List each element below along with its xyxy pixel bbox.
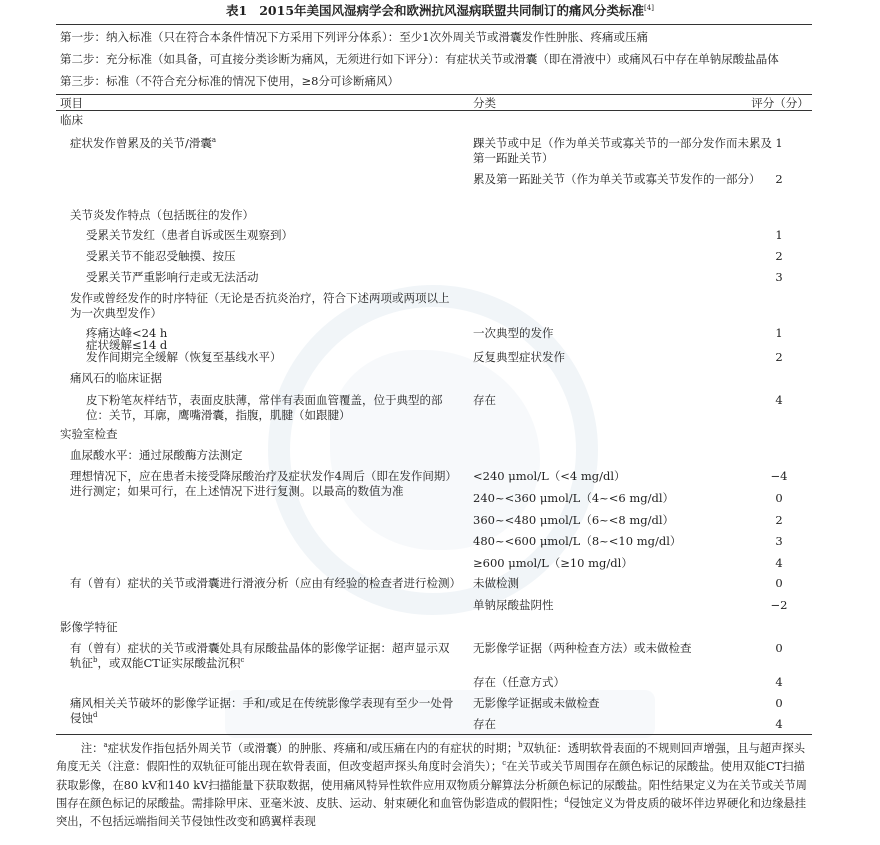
row-score: 2 bbox=[775, 513, 783, 527]
row-item bbox=[70, 641, 460, 670]
note-prefix: 注： bbox=[80, 742, 104, 755]
row-category: 未做检测 bbox=[473, 576, 519, 590]
row-category: 360~<480 μmol/L（6~<8 mg/dl） bbox=[473, 513, 675, 527]
row-item bbox=[70, 291, 460, 320]
note-b: 双轨征：透明软骨表面的不规则回声增强，且与超声探头角度无关（注意：假阳性的双轨征可能出现在软骨表面，但改变超声探头角度时会消失）； bbox=[56, 742, 806, 774]
table-label: 表1 bbox=[226, 3, 248, 18]
note-mark-d: d bbox=[564, 796, 569, 805]
row-category: ≥600 μmol/L（≥10 mg/dl） bbox=[473, 556, 633, 570]
row-item-text: 症状发作曾累及的关节/滑囊 bbox=[70, 136, 212, 150]
row-item-text: 有（曾有）症状的关节或滑囊处具有尿酸盐晶体的影像学证据：超声显示双轨征 bbox=[70, 641, 450, 670]
row-score: 1 bbox=[775, 228, 783, 242]
row-item-text: 理想情况下，应在患者未接受降尿酸治疗及症状发作4周后（即在发作间期）进行测定；如果可行，在上述情况下进行复测。以最高的数值为准 bbox=[70, 469, 457, 498]
row-score: 4 bbox=[775, 393, 783, 407]
row-category: 存在（任意方式） bbox=[473, 675, 565, 689]
row-category: 480~<600 μmol/L（8~<10 mg/dl） bbox=[473, 534, 682, 548]
row-item bbox=[70, 208, 460, 223]
row-category: 单钠尿酸盐阴性 bbox=[473, 598, 554, 612]
row-category: <240 μmol/L（<4 mg/dl） bbox=[473, 469, 626, 483]
row-score: 3 bbox=[775, 270, 783, 284]
row-item bbox=[70, 696, 460, 725]
row-item bbox=[70, 371, 460, 386]
row-item-footnote-mark: c bbox=[240, 655, 245, 664]
row-category: 存在 bbox=[473, 717, 496, 731]
row-score: 2 bbox=[775, 350, 783, 364]
row-item-text: 痛风石的临床证据 bbox=[70, 371, 162, 385]
note-mark-c: c bbox=[502, 759, 507, 768]
note-mark-b: b bbox=[518, 741, 523, 750]
row-item-text: 受累关节严重影响行走或无法活动 bbox=[86, 270, 259, 284]
row-item-text: 症状缓解≤14 d bbox=[86, 338, 168, 352]
row-category: 无影像学证据或未做检查 bbox=[473, 696, 600, 710]
row-item-text: 受累关节不能忍受触摸、按压 bbox=[86, 249, 236, 263]
step-two: 第二步：充分标准（如具备，可直接分类诊断为痛风，无须进行如下评分）：有症状关节或滑囊（即在滑液中）或痛风石中存在单钠尿酸盐晶体 bbox=[60, 52, 779, 66]
row-item-text: 疼痛达峰<24 h bbox=[86, 326, 168, 340]
row-item bbox=[60, 620, 460, 635]
row-score: −4 bbox=[770, 469, 788, 483]
note-c: 在关节或关节周围存在颜色标记的尿酸盐。使用双能CT扫描获取影像，在80 kV和140 kV扫描能量下获取数据，使用痛风特异性软件应用双物质分解算法分析颜色标记的尿酸盐。阳性结果定义为在关节或关节周围存在颜色标记的尿酸盐。需排除甲床、亚毫米波、皮肤、运动、射束硬化和血管伪影造成的假阳性； bbox=[56, 760, 807, 810]
row-item-text: 血尿酸水平：通过尿酸酶方法测定 bbox=[70, 448, 243, 462]
row-item-footnote-mark: b bbox=[93, 655, 98, 664]
row-item-footnote-mark: a bbox=[211, 136, 217, 145]
row-item bbox=[60, 113, 460, 128]
step-three: 第三步：标准（不符合充分标准的情况下使用，≥8分可诊断痛风） bbox=[60, 74, 399, 88]
row-item bbox=[86, 270, 462, 285]
row-item-text: 关节炎发作特点（包括既往的发作） bbox=[70, 208, 254, 222]
row-score: 4 bbox=[775, 556, 783, 570]
row-score: 1 bbox=[775, 326, 783, 340]
row-item-text: 发作或曾经发作的时序特征（无论是否抗炎治疗，符合下述两项或两项以上为一次典型发作） bbox=[70, 291, 450, 320]
row-item bbox=[86, 393, 462, 422]
row-item-footnote-mark: d bbox=[93, 710, 98, 719]
row-item-text: 有（曾有）症状的关节或滑囊进行滑液分析（应由有经验的检查者进行检测） bbox=[70, 576, 461, 590]
row-score: 3 bbox=[775, 534, 783, 548]
header-bottom-rule bbox=[56, 110, 812, 111]
row-score: 4 bbox=[775, 675, 783, 689]
row-item-text: 发作间期完全缓解（恢复至基线水平） bbox=[86, 350, 282, 364]
row-item bbox=[70, 469, 460, 498]
row-item bbox=[86, 350, 462, 365]
row-category: 存在 bbox=[473, 393, 496, 407]
note-mark-a: a bbox=[103, 741, 108, 750]
row-score: 2 bbox=[775, 249, 783, 263]
row-item-text: 临床 bbox=[60, 113, 83, 127]
column-header-score: 评分（分） bbox=[751, 96, 809, 110]
row-item bbox=[60, 427, 460, 442]
table-title-text: 2015年美国风湿病学会和欧洲抗风湿病联盟共同制订的痛风分类标准 bbox=[259, 3, 645, 18]
row-category: 反复典型症状发作 bbox=[473, 350, 565, 364]
column-header-item: 项目 bbox=[60, 96, 83, 110]
row-category: 踝关节或中足（作为单关节或寡关节的一部分发作而未累及第一跖趾关节） bbox=[473, 136, 772, 165]
row-item-text: 受累关节发红（患者自诉或医生观察到） bbox=[86, 228, 293, 242]
row-category: 一次典型的发作 bbox=[473, 326, 554, 340]
note-a: 症状发作指包括外周关节（或滑囊）的肿胀、疼痛和/或压痛在内的有症状的时期； bbox=[107, 742, 519, 755]
row-score: 0 bbox=[775, 641, 783, 655]
row-item-text: 实验室检查 bbox=[60, 427, 118, 441]
row-category: 无影像学证据（两种检查方法）或未做检查 bbox=[473, 641, 692, 655]
row-item bbox=[70, 136, 460, 151]
row-score: 0 bbox=[775, 491, 783, 505]
row-category: 累及第一跖趾关节（作为单关节或寡关节发作的一部分） bbox=[473, 172, 761, 186]
note-d: 侵蚀定义为骨皮质的破坏伴边界硬化和边缘悬挂突出，不包括远端指间关节侵蚀性改变和鸥翼样表现 bbox=[56, 796, 807, 829]
column-header-category: 分类 bbox=[473, 96, 496, 110]
row-item-text: 皮下粉笔灰样结节，表面皮肤薄，常伴有表面血管覆盖，位于典型的部位：关节，耳廓，鹰嘴滑囊，指腹，肌腱（如跟腱） bbox=[86, 393, 443, 422]
row-item-text-cont: ，或双能CT证实尿酸盐沉积 bbox=[97, 655, 241, 670]
bottom-rule bbox=[56, 734, 812, 735]
row-item bbox=[86, 249, 462, 264]
table-footnote bbox=[56, 740, 812, 831]
table-title bbox=[0, 3, 880, 19]
table-title-ref: [4] bbox=[644, 3, 654, 12]
row-score: 0 bbox=[775, 696, 783, 710]
row-score: −2 bbox=[770, 598, 788, 612]
row-item-text: 痛风相关关节破坏的影像学证据：手和/或足在传统影像学表现有至少一处骨侵蚀 bbox=[70, 696, 454, 725]
row-score: 4 bbox=[775, 717, 783, 731]
row-item bbox=[70, 448, 460, 463]
row-item bbox=[86, 228, 462, 243]
row-category: 240~<360 μmol/L（4~<6 mg/dl） bbox=[473, 491, 675, 505]
row-item bbox=[70, 576, 460, 591]
row-score: 1 bbox=[775, 136, 783, 150]
row-item-text: 影像学特征 bbox=[60, 620, 118, 634]
row-score: 0 bbox=[775, 576, 783, 590]
header-top-rule bbox=[56, 94, 812, 95]
top-rule bbox=[56, 24, 812, 25]
row-score: 2 bbox=[775, 172, 783, 186]
step-one: 第一步：纳入标准（只在符合本条件情况下方采用下列评分体系）：至少1次外周关节或滑囊发作性肿胀、疼痛或压痛 bbox=[60, 30, 649, 44]
